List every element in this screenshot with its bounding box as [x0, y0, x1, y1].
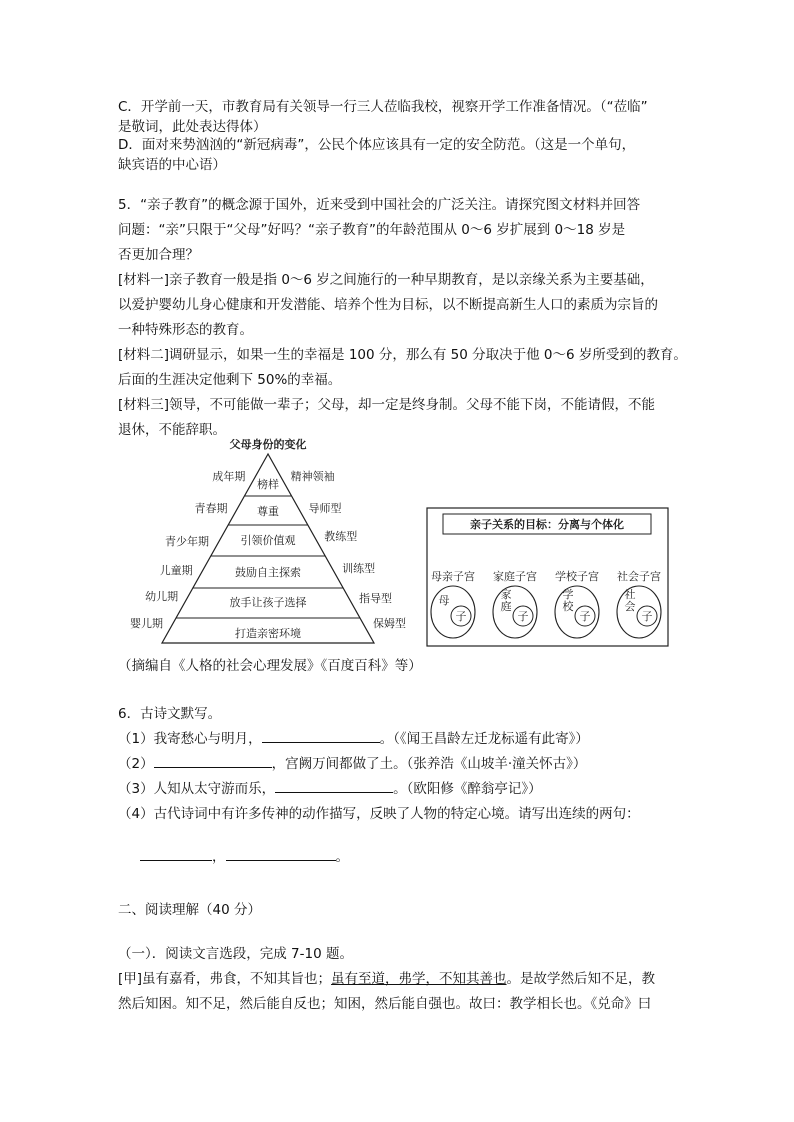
womb-circle-group — [617, 569, 661, 638]
passage-line1 — [118, 968, 655, 990]
pyramid-age-label: 青少年期 — [164, 535, 209, 548]
q5-line3: 否更加合理？ — [118, 247, 199, 263]
pyramid-tier-label: 尊重 — [257, 505, 279, 518]
answer-blank-4[interactable] — [140, 846, 212, 861]
q6-item3-text: （3）人知从太守游而乐， — [118, 781, 276, 797]
option-c-line1: C．开学前一天，市教育局有关领导一行三人莅临我校，视察开学工作准备情况。（“莅临” — [118, 99, 648, 115]
womb-label: 母亲子宫 — [431, 570, 475, 583]
period: 。 — [335, 849, 349, 865]
pyramid-age-labels — [130, 469, 245, 630]
answer-blank-3[interactable] — [275, 778, 393, 793]
section2-sub: （一）．阅读文言选段，完成 7-10 题。 — [118, 946, 353, 962]
material-3-line1: [材料三]领导，不可能做一辈子；父母，却一定是终身制。父母不能下岗，不能请假，不能 — [118, 397, 656, 413]
q6-item2 — [118, 753, 586, 775]
outer-circle-text: 母 — [438, 594, 450, 607]
womb-circle-group — [555, 569, 599, 638]
pyramid-age-label: 幼儿期 — [145, 590, 179, 603]
material-2-line2: 后面的生涯决定他剩下 50%的幸福。 — [118, 372, 342, 388]
q6-item3 — [118, 778, 542, 800]
option-d-line1: D．面对来势汹汹的“新冠病毒”，公民个体应该具有一定的安全防范。（这是一个单句， — [118, 137, 636, 153]
passage-line1-b: 。是故学然后知不足，教 — [506, 971, 656, 987]
q6-item4-answers — [140, 846, 349, 868]
womb-circles — [431, 569, 661, 638]
figure-source: （摘编自《人格的社会心理发展》《百度百科》等） — [118, 658, 422, 674]
pyramid-role-label: 教练型 — [324, 530, 358, 543]
relationship-title: 亲子关系的目标：分离与个体化 — [470, 518, 624, 531]
q6-item1 — [118, 728, 589, 750]
q6-item3-source: 。（欧阳修《醉翁亭记》） — [393, 781, 542, 797]
womb-circle-group — [431, 569, 475, 638]
pyramid-role-label: 保姆型 — [373, 617, 407, 630]
inner-circle-text: 子 — [455, 610, 467, 623]
pyramid-age-label: 婴儿期 — [129, 617, 163, 630]
pyramid-role-label: 指导型 — [359, 592, 393, 605]
section2-title: 二、阅读理解（40 分） — [118, 902, 261, 918]
passage-line1-a: [甲]虽有嘉肴，弗食，不知其旨也； — [118, 971, 332, 987]
q6-item2-text: ，宫阙万间都做了土。（张养浩《山坡羊·潼关怀古》） — [271, 756, 587, 772]
pyramid-role-label: 训练型 — [342, 562, 376, 575]
womb-label: 学校子宫 — [555, 570, 599, 583]
outer-circle-text: 家 — [500, 588, 512, 601]
q6-item1-source: 。（《闻王昌龄左迁龙标遥有此寄》） — [379, 731, 589, 747]
material-1-line1: [材料一]亲子教育一般是指 0～6 岁之间施行的一种早期教育，是以亲缘关系为主要基础， — [118, 272, 654, 288]
inner-circle-text: 子 — [641, 610, 653, 623]
answer-blank-2[interactable] — [154, 753, 272, 768]
option-d-line2: 缺宾语的中心语） — [118, 157, 226, 173]
material-3-line2: 退休，不能辞职。 — [118, 422, 226, 438]
q5-line2: 问题：“亲”只限于“父母”好吗？“亲子教育”的年龄范围从 0～6 岁扩展到 0～18 岁是 — [118, 222, 626, 238]
womb-label: 社会子宫 — [617, 570, 661, 583]
outer-circle-text: 社 — [624, 588, 636, 601]
material-1-line3: 一种特殊形态的教育。 — [118, 322, 253, 338]
outer-circle-text: 校 — [562, 600, 574, 613]
pyramid-tier-label: 鼓励自主探索 — [235, 566, 301, 579]
pyramid-age-label: 青春期 — [194, 502, 228, 515]
option-c-line2: 是敬词，此处表达得体） — [118, 119, 267, 135]
q6-item4: （4）古代诗词中有许多传神的动作描写，反映了人物的特定心境。请写出连续的两句： — [118, 806, 640, 822]
comma: ， — [212, 849, 226, 865]
passage-line2: 然后知困。知不足，然后能自反也；知困，然后能自强也。故曰：教学相长也。《兑命》曰 — [118, 996, 652, 1012]
pyramid-tier-label: 引领价值观 — [240, 534, 296, 547]
pyramid-title: 父母身份的变化 — [229, 438, 307, 451]
inner-circle-text: 子 — [517, 610, 529, 623]
womb-circle-group — [493, 569, 537, 638]
outer-circle-text: 庭 — [500, 600, 512, 613]
womb-label: 家庭子宫 — [493, 570, 537, 583]
outer-circle-text: 学 — [562, 588, 574, 601]
pyramid-tier-label: 放手让孩子选择 — [229, 596, 307, 609]
answer-blank-5[interactable] — [226, 846, 336, 861]
q6-title: 6．古诗文默写。 — [118, 706, 222, 722]
pyramid-tier-label: 榜样 — [257, 478, 279, 491]
material-2-line1: [材料二]调研显示，如果一生的幸福是 100 分，那么有 50 分取决于他 0～6 岁所受到的教育。 — [118, 347, 687, 363]
outer-circle-text: 会 — [624, 600, 636, 613]
q5-line1: 5．“亲子教育”的概念源于国外，近来受到中国社会的广泛关注。请探究图文材料并回答 — [118, 197, 641, 213]
q6-item1-text: （1）我寄愁心与明月， — [118, 731, 262, 747]
q6-item2-num: （2） — [118, 756, 154, 772]
pyramid-tier-label: 打造亲密环境 — [235, 627, 301, 640]
pyramid-role-label: 导师型 — [308, 502, 342, 515]
passage-underlined: 虽有至道，弗学，不知其善也 — [331, 971, 507, 987]
inner-circle-text: 子 — [579, 610, 591, 623]
pyramid-age-label: 儿童期 — [159, 564, 193, 577]
answer-blank-1[interactable] — [262, 728, 380, 743]
pyramid-role-labels — [291, 469, 406, 630]
pyramid-age-label: 成年期 — [212, 470, 246, 483]
material-1-line2: 以爱护婴幼儿身心健康和开发潜能、培养个性为目标，以不断提高新生人口的素质为宗旨的 — [118, 297, 658, 313]
pyramid-role-label: 精神领袖 — [290, 470, 335, 483]
